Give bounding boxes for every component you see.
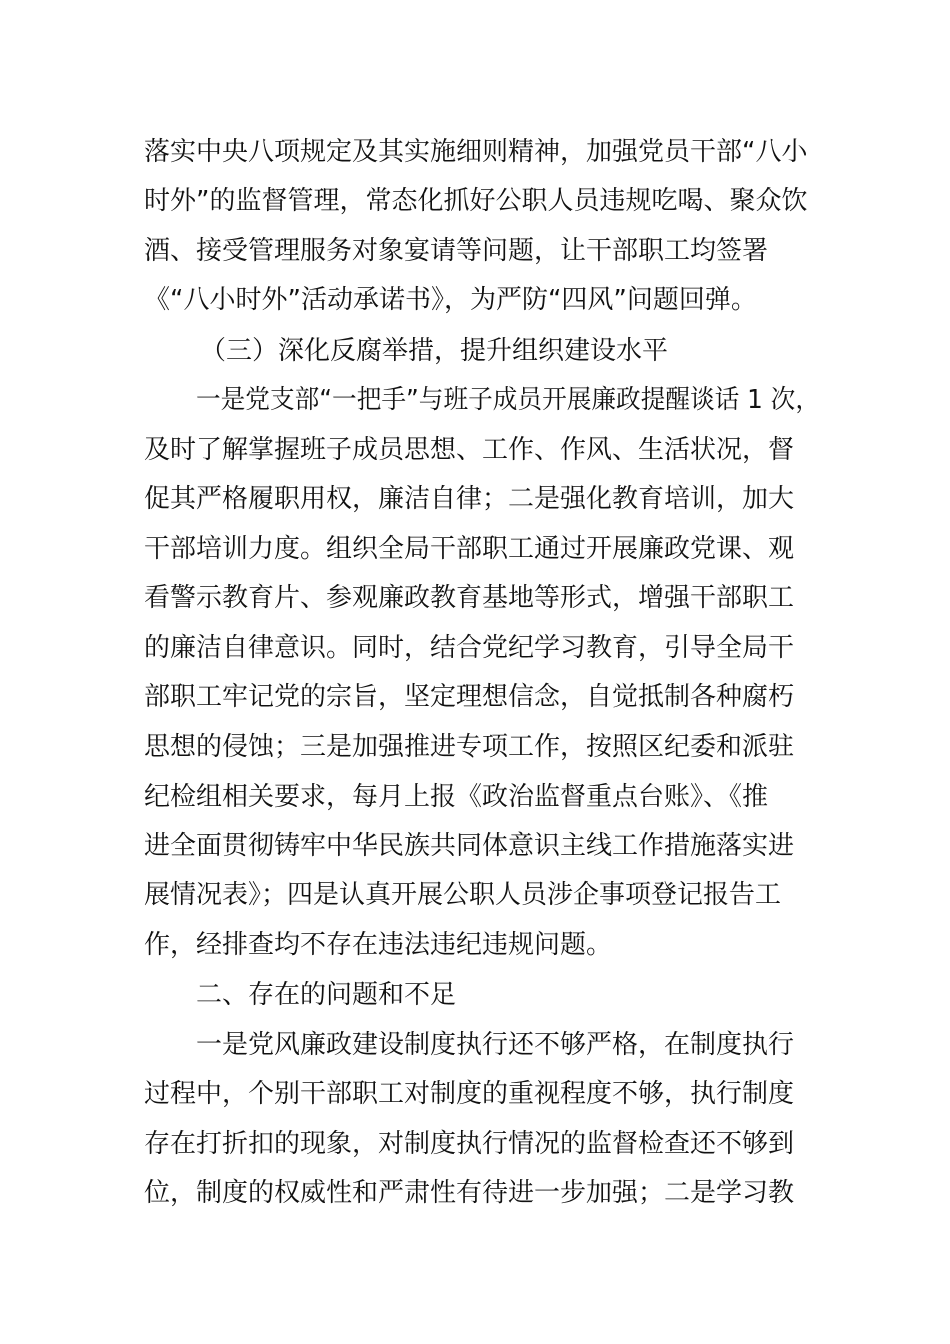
text-line: 进全面贯彻铸牢中华民族共同体意识主线工作措施落实进	[144, 831, 795, 861]
text-line: 部职工牢记党的宗旨，坚定理想信念，自觉抵制各种腐朽	[144, 682, 795, 712]
paragraph-start-line: 一是党支部“一把手”与班子成员开展廉政提醒谈话 1 次，	[196, 385, 820, 415]
text-line: 位，制度的权威性和严肃性有待进一步加强；二是学习教	[144, 1178, 795, 1208]
text-line: 《“八小时外”活动承诺书》，为严防“四风”问题回弹。	[144, 285, 757, 315]
text-line: 落实中央八项规定及其实施细则精神，加强党员干部“八小	[144, 137, 808, 167]
text-line: 干部培训力度。组织全局干部职工通过开展廉政党课、观	[144, 534, 795, 564]
text-line: 过程中，个别干部职工对制度的重视程度不够，执行制度	[144, 1079, 795, 1109]
text-line: 作，经排查均不存在违法违纪违规问题。	[144, 930, 613, 960]
text-line: 看警示教育片、参观廉政教育基地等形式，增强干部职工	[144, 583, 795, 613]
section-heading: （三）深化反腐举措，提升组织建设水平	[200, 336, 669, 366]
paragraph-start-line: 一是党风廉政建设制度执行还不够严格，在制度执行	[196, 1030, 795, 1060]
text-line: 的廉洁自律意识。同时，结合党纪学习教育，引导全局干	[144, 633, 795, 663]
section-heading: 二、存在的问题和不足	[196, 980, 457, 1010]
text-line: 纪检组相关要求，每月上报《政治监督重点台账》、《推	[144, 782, 769, 812]
text-line: 思想的侵蚀；三是加强推进专项工作，按照区纪委和派驻	[144, 732, 795, 762]
text-line: 存在打折扣的现象，对制度执行情况的监督检查还不够到	[144, 1129, 795, 1159]
text-line: 酒、接受管理服务对象宴请等问题，让干部职工均签署	[144, 236, 769, 266]
text-line: 时外”的监督管理，常态化抓好公职人员违规吃喝、聚众饮	[144, 186, 808, 216]
text-line: 展情况表》；四是认真开展公职人员涉企事项登记报告工	[144, 880, 782, 910]
text-line: 及时了解掌握班子成员思想、工作、作风、生活状况，督	[144, 435, 795, 465]
text-line: 促其严格履职用权，廉洁自律；二是强化教育培训，加大	[144, 484, 795, 514]
